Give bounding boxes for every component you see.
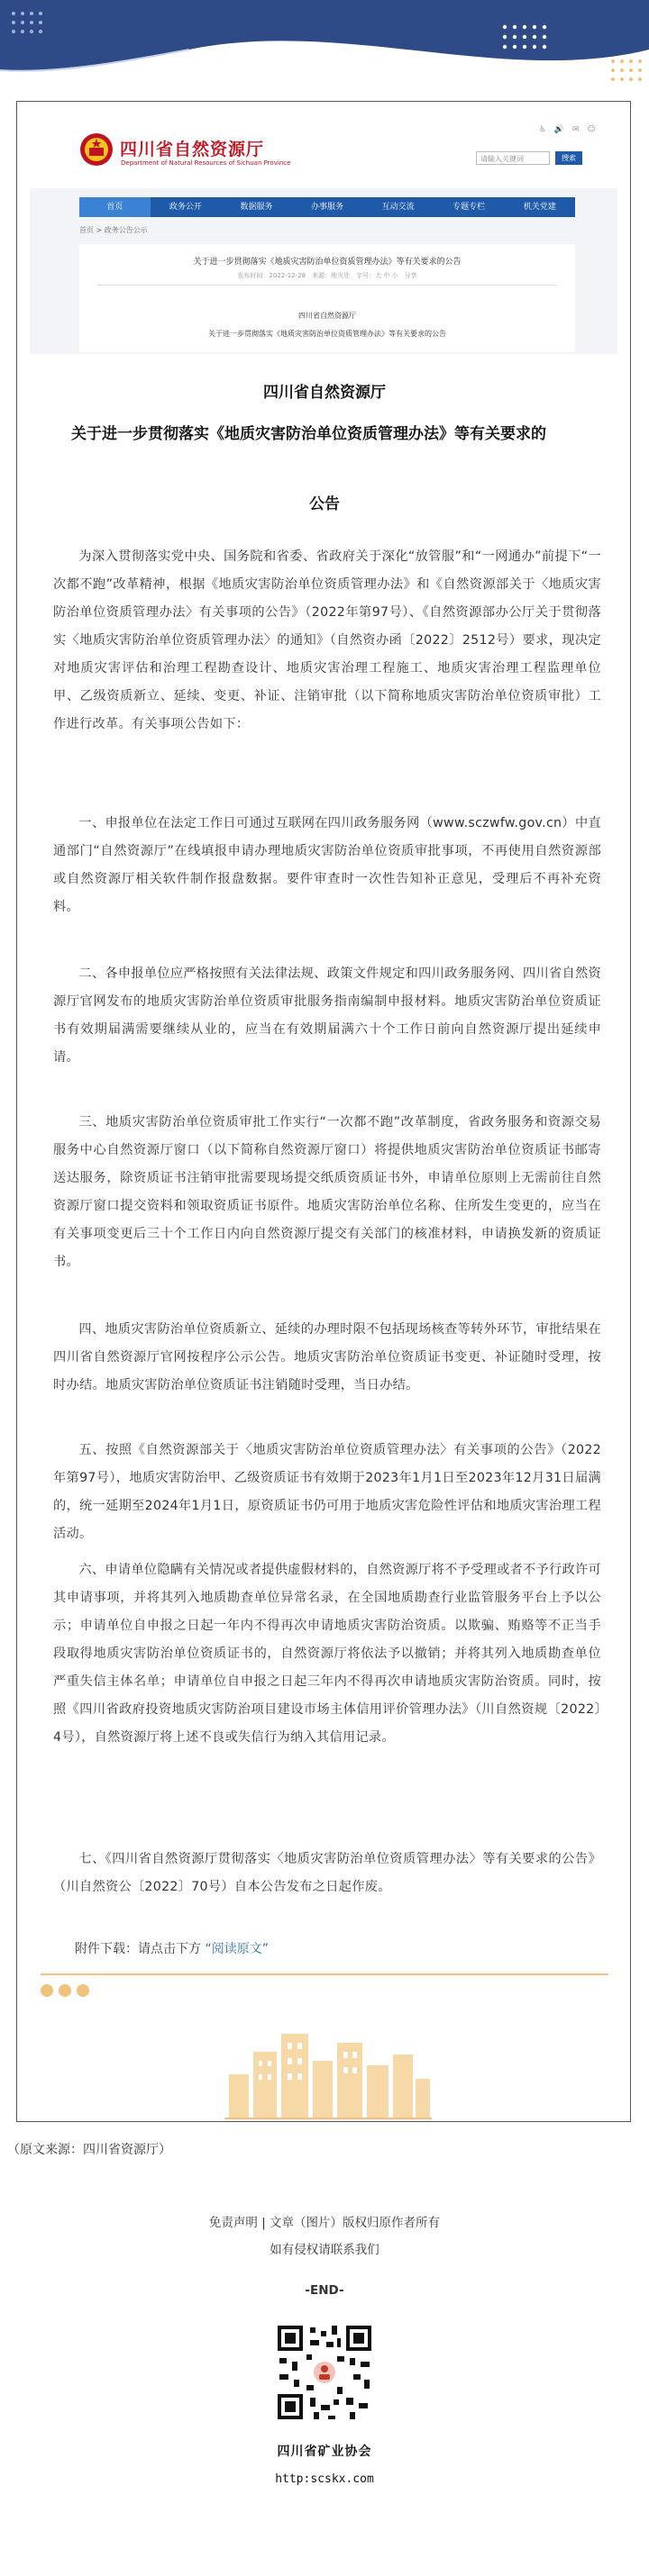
disclaimer-line2: 如有侵权请联系我们 [270, 2243, 379, 2257]
site-header [30, 111, 617, 188]
accessibility-tools[interactable]: ♿ 🔊 ✉ ☺ [539, 125, 599, 134]
nav-services[interactable]: 办事服务 [311, 203, 344, 212]
attachment-label: 附件下载：请点击下方 [75, 1942, 201, 1956]
paragraph-4: 四、地质灾害防治单位资质新立、延续的办理时限不包括现场核查等转外环节，审批结果在四川省自然资源厅官网按程序公示公告。地质灾害防治单位资质证书变更、补证随时受理，按时办结。地质灾害防治单位资质证书注销随时受理，当日办结。 [53, 1322, 601, 1392]
paragraph-6: 六、申请单位隐瞒有关情况或者提供虚假材料的，自然资源厅将不予受理或者不予行政许可其申请事项，并将其列入地质勘查单位异常名录，在全国地质勘查行业监管服务平台上予以公示；申请单位自申报之日起一年内不得再次申请地质灾害防治资质。以欺骗、贿赂等不正当手段取得地质灾害防治单位资质证书的，自然资源厅将依法予以撤销；并将其列入地质勘查单位严重失信主体名单；申请单位自申报之日起三年内不得再次申请地质灾害防治资质。同时，按照《四川省政府投资地质灾害防治项目建设市场主体信用评价管理办法》（川自然资规〔2022〕4号），自然资源厅将上述不良或失信行为纳入其信用记录。 [53, 1563, 601, 1745]
qr-code-icon [274, 2322, 375, 2423]
paragraph-5: 五、按照《自然资源部关于〈地质灾害防治单位资质管理办法〉有关事项的公告》（2022年第97号），地质灾害防治甲、乙级资质证书有效期于2023年1月1日至2023年12月31日届满的，统一延期至2024年1月1日，原资质证书仍可用于地质灾害危险性评估和地质灾害治理工程活动。 [53, 1443, 601, 1541]
end-mark: -END- [305, 2283, 344, 2298]
article-frame [16, 101, 631, 2122]
nav-gov-affairs[interactable]: 政务公开 [169, 203, 202, 212]
notice-card-meta: 发布时间：2022-12-28 来源：地灾处 字号：大 中 小 分享 [237, 272, 417, 279]
notice-card-subtitle: 关于进一步贯彻落实《地质灾害防治单位资质管理办法》等有关要求的公告 [208, 330, 446, 338]
top-banner [0, 0, 649, 86]
notice-card-org: 四川省自然资源厅 [298, 312, 356, 320]
paragraph-1: 一、申报单位在法定工作日可通过互联网在四川政务服务网（www.sczwfw.gov.cn）中直通部门“自然资源厅”在线填报申请办理地质灾害防治单位资质审批事项，不再使用自然资源部或自然资源厅相关软件制作报盘数据。要件审查时一次性告知补正意见，受理后不再补充资料。 [53, 816, 601, 914]
nav-home[interactable]: 首页 [79, 197, 151, 217]
nav-topics[interactable]: 专题专栏 [452, 203, 486, 212]
site-logo-text: 四川省自然资源厅 [120, 140, 265, 159]
breadcrumb[interactable]: 首页 > 政务公告公示 [79, 226, 148, 234]
paragraph-intro: 为深入贯彻落实党中央、国务院和省委、省政府关于深化“放管服”和“一网通办”前提下“一次都不跑”改革精神，根据《地质灾害防治单位资质管理办法》和《自然资源部关于〈地质灾害防治单位资质管理办法〉有关事项的公告》（2022年第97号）、《自然资源部办公厅关于贯彻落实〈地质灾害防治单位资质管理办法〉的通知》（自然资办函〔2022〕2512号）要求，现决定对地质灾害评估和治理工程勘查设计、地质灾害治理工程施工、地质灾害治理工程监理单位甲、乙级资质新立、延续、变更、补证、注销审批（以下简称地质灾害防治单位资质审批）工作进行改革。有关事项公告如下： [53, 549, 601, 731]
association-url[interactable]: http:scskx.com [275, 2472, 374, 2486]
attachment-line [75, 1939, 269, 1957]
site-search-button[interactable]: 搜索 [555, 151, 582, 165]
website-screenshot [30, 111, 617, 354]
paragraph-3: 三、地质灾害防治单位资质审批工作实行“一次都不跑”改革制度，省政务服务和资源交易服务中心自然资源厅窗口（以下简称自然资源厅窗口）将提供地质灾害防治单位资质证书邮寄送达服务，除资质证书注销审批需要现场提交纸质资质证书外，申请单位原则上无需前往自然资源厅窗口提交资料和领取资质证书原件。地质灾害防治单位名称、住所发生变更的，应当在有关事项变更后三十个工作日内向自然资源厅提交有关部门的核准材料，申请换发新的资质证书。 [53, 1115, 601, 1269]
paragraph-7: 七、《四川省自然资源厅贯彻落实〈地质灾害防治单位资质管理办法〉等有关要求的公告》（川自然资公〔2022〕70号）自本公告发布之日起作废。 [53, 1852, 601, 1894]
nav-party[interactable]: 机关党建 [523, 203, 556, 212]
site-logo-subtitle: Department of Natural Resources of Sichuan Province [121, 159, 291, 167]
disclaimer-line1: 免责声明 | 文章（图片）版权归原作者所有 [208, 2216, 441, 2230]
document-title-line2: 公告 [309, 495, 340, 513]
site-search-input[interactable]: 请输入关键词 [476, 151, 550, 165]
document-title-line1: 关于进一步贯彻落实《地质灾害防治单位资质管理办法》等有关要求的 [71, 425, 546, 443]
document-org: 四川省自然资源厅 [263, 384, 386, 402]
notice-card [79, 244, 575, 352]
divider [41, 1973, 608, 1975]
nav-interaction[interactable]: 互动交流 [381, 203, 415, 212]
paragraph-2: 二、各申报单位应严格按照有关法律法规、政策文件规定和四川政务服务网、四川省自然资源厅官网发布的地质灾害防治单位资质审批服务指南编制申报材料。地质灾害防治单位资质证书有效期届满需要继续从业的，应当在有效期届满六十个工作日前向自然资源厅提出延续申请。 [53, 966, 601, 1065]
source-note: （原文来源：四川省资源厅） [7, 2143, 171, 2157]
divider [97, 285, 557, 286]
national-emblem-icon [79, 132, 114, 167]
city-skyline-icon [224, 2020, 432, 2119]
notice-card-title: 关于进一步贯彻落实《地质灾害防治单位资质管理办法》等有关要求的公告 [193, 258, 462, 267]
site-nav [79, 197, 575, 217]
association-name: 四川省矿业协会 [277, 2444, 372, 2459]
decorative-dots [41, 1983, 95, 2000]
read-original-link[interactable]: “阅读原文” [205, 1942, 269, 1956]
nav-data-service[interactable]: 数据服务 [240, 203, 273, 212]
